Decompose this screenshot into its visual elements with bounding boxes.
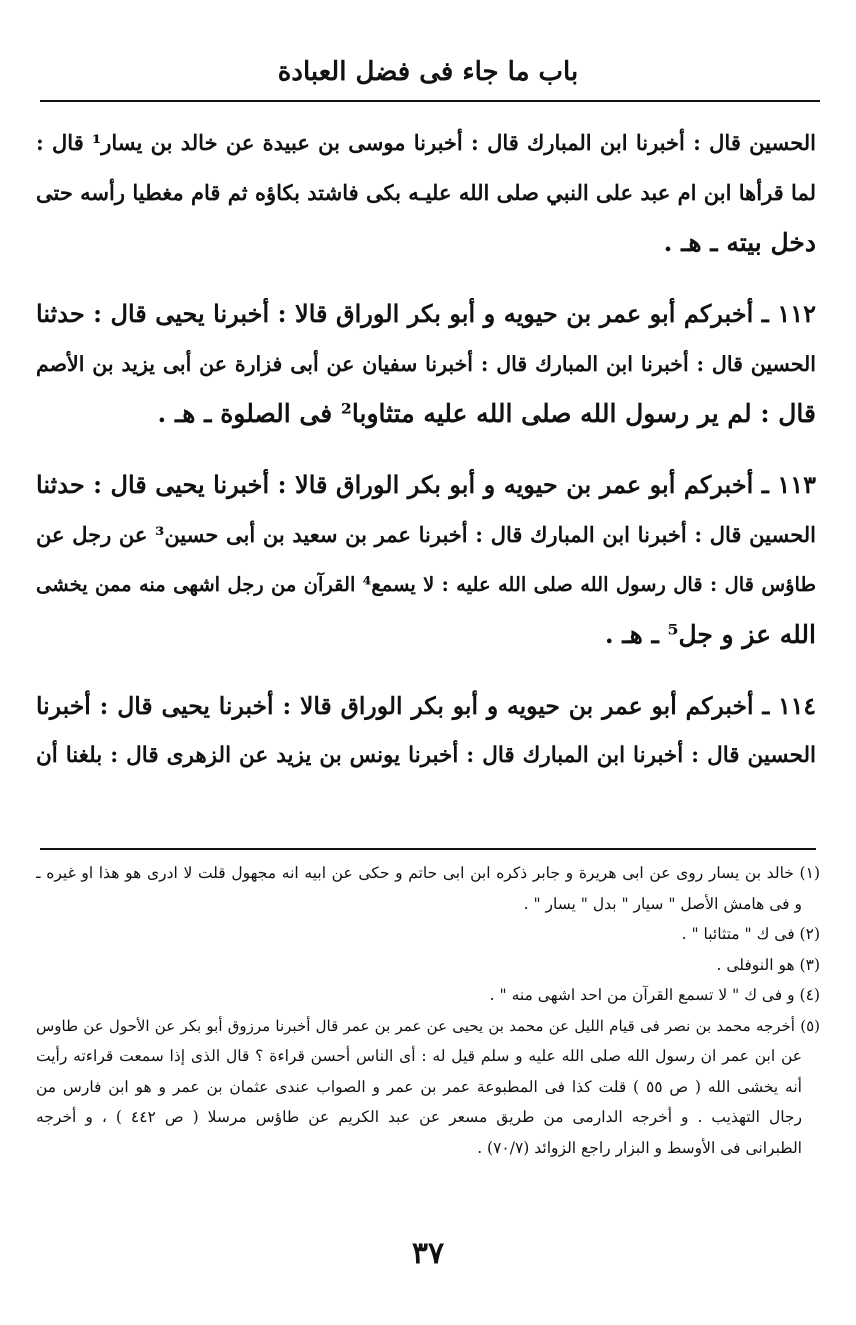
text-line: الحسين قال : أخبرنا ابن المبارك قال : أخبرنا يونس بن يزيد عن الزهرى قال : بلغنا أن [36,743,816,768]
footnotes-block [36,858,820,1163]
text-line: ١١٣ ـ أخبركم أبو عمر بن حيويه و أبو بكر الوراق قالا : أخبرنا يحيى قال : حدثنا [36,470,816,499]
footnote-line: (٥) أخرجه محمد بن نصر فى قيام الليل عن محمد بن يحيى عن عمر بن عمر قال أخبرنا مرزوق أبو بكر عن الأحول عن طاوس [36,1016,820,1035]
text-line: الحسين قال : أخبرنا ابن المبارك قال : أخبرنا سفيان عن أبى فزارة عن أبى يزيد بن الأصم [36,352,816,376]
footnote-line: الطبرانى فى الأوسط و البزار راجع الزوائد (٧٠/٧) . [477,1138,802,1157]
header-divider [40,100,820,102]
footnote-line: (٤) و فى ك " لا تسمع القرآن من احد اشهى منه " . [489,986,820,1004]
footnote-line: عن ابن عمر ان رسول الله صلى الله عليه و سلم قيل له : أى الناس أحسن قراءة ؟ قال الذى إذا سمعت قراءته رأيت [36,1047,802,1065]
text-line: الله عز و جل⁵ ـ هـ . [604,620,816,649]
footnote-line: (٣) هو النوفلى . [716,955,820,974]
main-text-block [36,118,816,781]
text-line: الحسين قال : أخبرنا ابن المبارك قال : أخبرنا موسى بن عبيدة عن خالد بن يسار¹ قال : [36,130,816,155]
footnote-divider [40,848,816,850]
footnote-line: (٢) فى ك " متثائبا " . [681,925,820,943]
text-line: الحسين قال : أخبرنا ابن المبارك قال : أخبرنا عمر بن سعيد بن أبى حسين³ عن رجل عن [36,522,816,547]
text-line: ١١٢ ـ أخبركم أبو عمر بن حيويه و أبو بكر الوراق قالا : أخبرنا يحيى قال : حدثنا [36,299,816,328]
text-line: قال : لم ير رسول الله صلى الله عليه متثاوبا² فى الصلوة ـ هـ . [157,399,816,428]
text-line: لما قرأها ابن ام عبد على النبي صلى الله عليـه بكى فاشتد بكاؤه ثم قام مغطيا رأسه حتى [36,180,816,205]
text-line: دخل بيته ـ هـ . [663,228,816,257]
footnote-line: أنه يخشى الله ( ص ٥٥ ) قلت كذا فى المطبوعة عمر بن عمر و الصواب عندى عثمان بن عمر و هو ابن فارس من [36,1077,802,1096]
footnote-line: (١) خالد بن يسار روى عن ابى هريرة و جابر ذكره ابن ابى حاتم و حكى عن ابيه انه مجهول قلت لا ادرى هو هذا او غيره ـ [36,864,820,882]
text-line: طاؤس قال : قال رسول الله صلى الله عليه : لا يسمع⁴ القرآن من رجل اشهى منه ممن يخشى [36,573,816,596]
running-header: باب ما جاء فى فضل العبادة [277,57,579,87]
text-line: ١١٤ ـ أخبركم أبو عمر بن حيويه و أبو بكر الوراق قالا : أخبرنا يحيى قال : أخبرنا [36,692,816,720]
page-number: ٣٧ [411,1236,445,1271]
footnote-line: رجال التهذيب . و أخرجه الدارمى من طريق مسعر عن عبد الكريم عن طاؤس مرسلا ( ص ٤٤٢ ) ، و أخرجه [36,1108,802,1126]
footnote-line: و فى هامش الأصل " سيار " بدل " يسار " . [523,894,802,913]
